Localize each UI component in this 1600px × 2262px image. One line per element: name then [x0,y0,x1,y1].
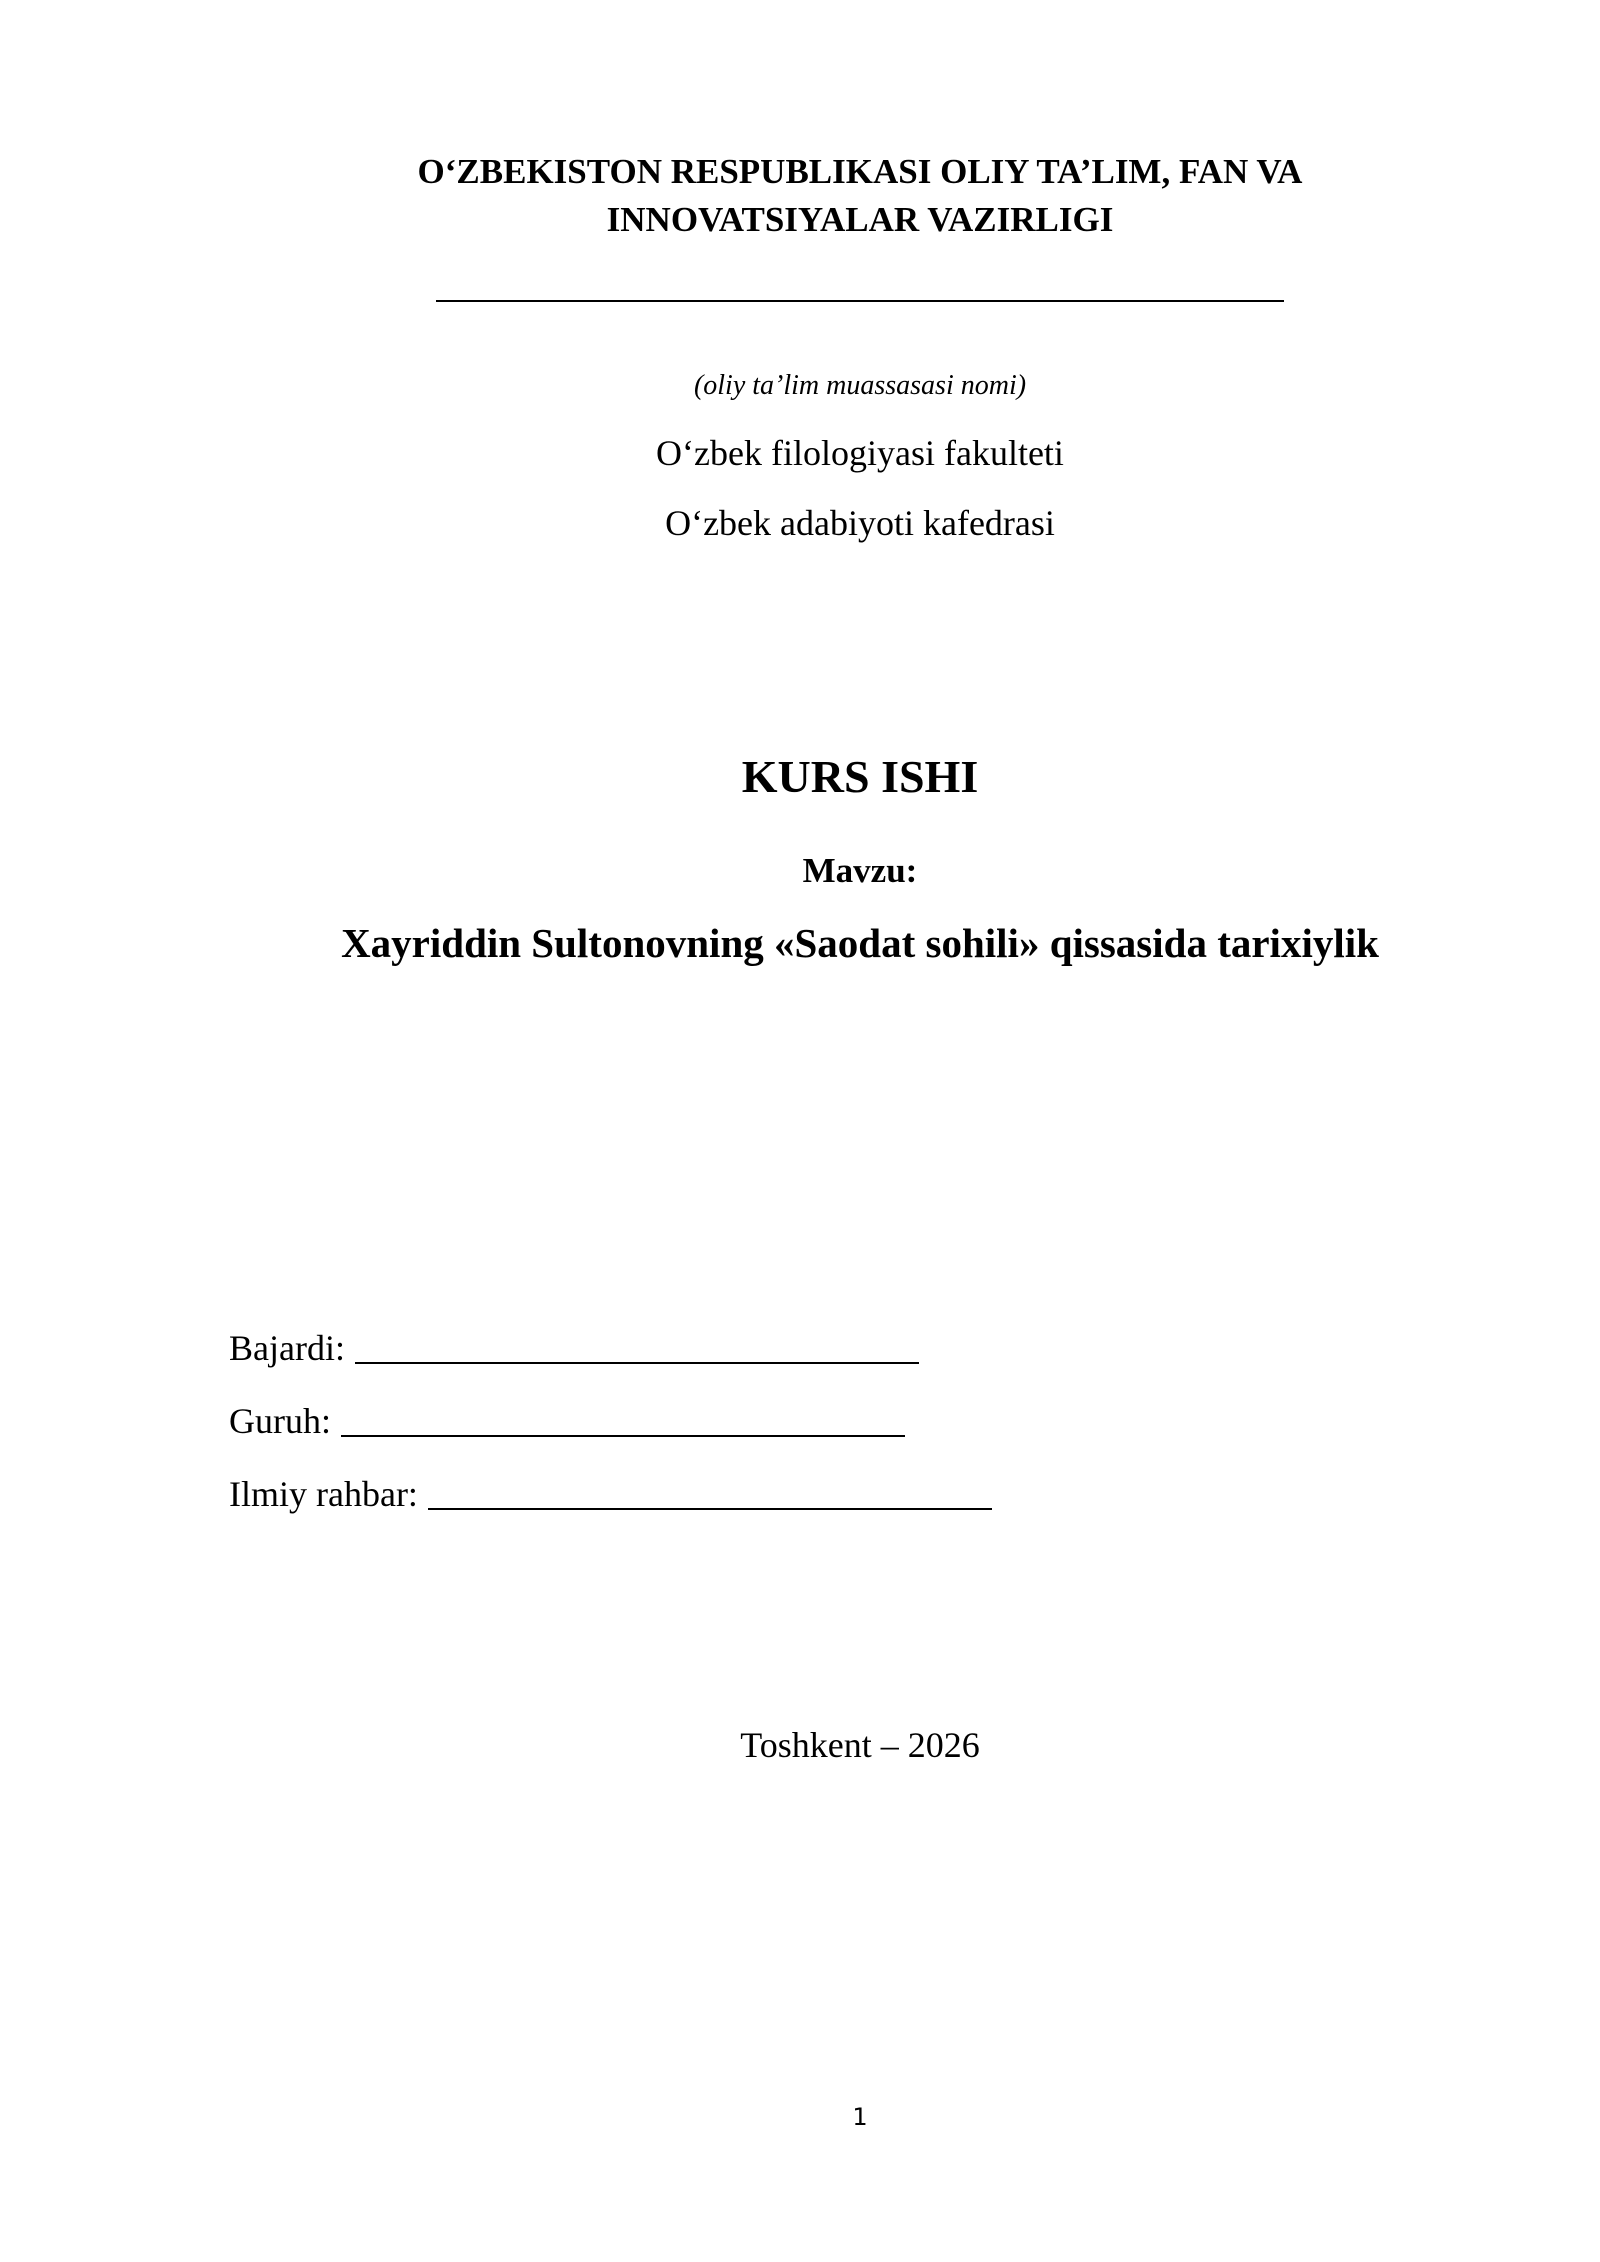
page-number: 1 [852,2103,868,2131]
supervisor-blank-line [428,1508,992,1510]
topic-label: Mavzu: [802,851,918,890]
institution-caption: (oliy ta’lim muassasasi nomi) [693,370,1027,401]
performer-label: Bajardi: [229,1328,345,1368]
group-label: Guruh: [229,1401,331,1441]
supervisor-label: Ilmiy rahbar: [229,1474,418,1514]
document-type-title: KURS ISHI [741,751,979,802]
ministry-line-1: O‘ZBEKISTON RESPUBLIKASI OLIY TA’LIM, FAN VA [417,152,1303,191]
ministry-heading [300,148,1420,244]
performer-blank-line [355,1362,919,1364]
performer-field [229,1325,919,1371]
supervisor-field [229,1471,992,1517]
place-and-year: Toshkent – 2026 [740,1725,980,1765]
topic-title: Xayriddin Sultonovning «Saodat sohili» qissasida tarixiylik [341,920,1379,966]
department-name: O‘zbek adabiyoti kafedrasi [665,503,1055,543]
institution-name-blank [436,300,1284,302]
ministry-line-2: INNOVATSIYALAR VAZIRLIGI [606,200,1114,239]
group-blank-line [341,1435,905,1437]
faculty-name: O‘zbek filologiyasi fakulteti [656,433,1064,473]
group-field [229,1398,905,1444]
